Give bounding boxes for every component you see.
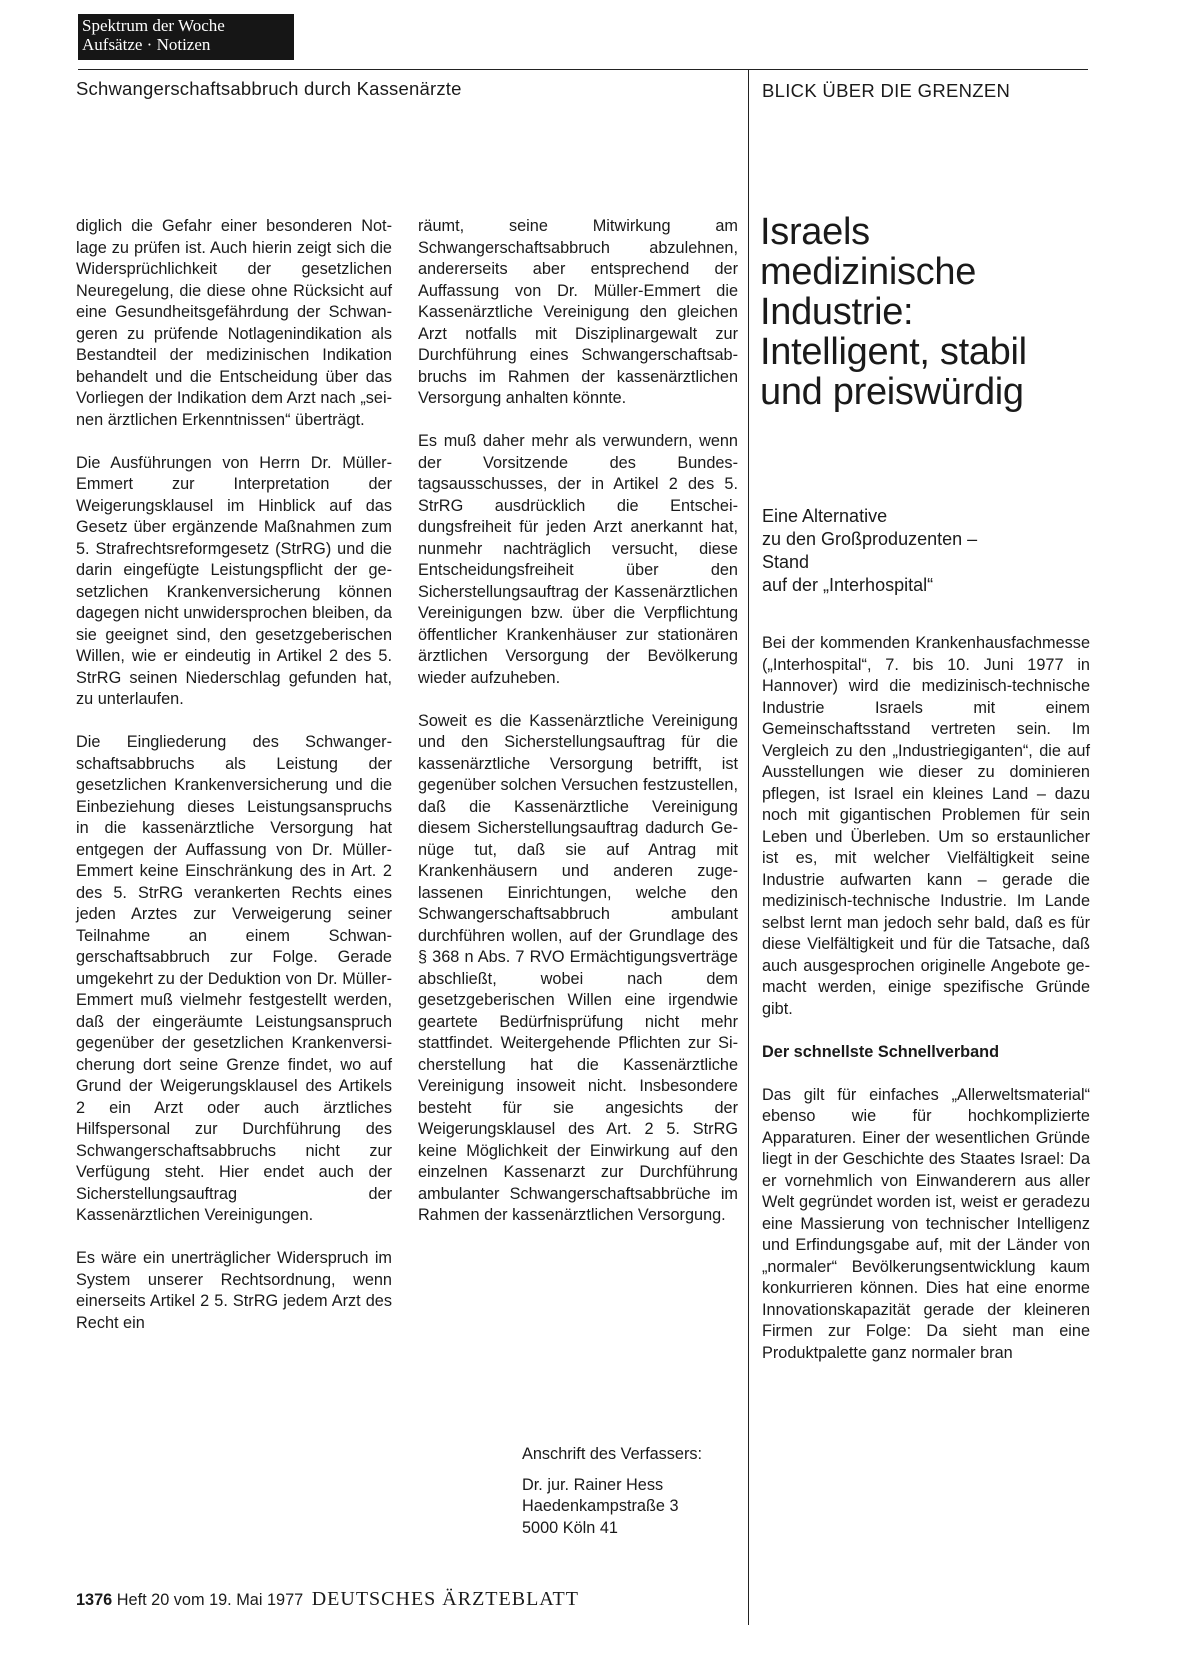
paragraph: Soweit es die Kassenärztliche Vereinigung und den Sicherstellungsauftrag für die kassenärztliche Versorgung betrifft, ist gegenüber solchen Versuchen festzustellen, daß die Kassenärztliche Vereinigung diesem Sicherstellungsauftrag dadurch Genüge tut, daß sie auf Antrag mit Krankenhäusern und anderen zugelassenen Einrichtungen, welche den Schwangerschaftsabbruch ambulant durchführen wollen, auf der Grundlage des § 368 n Abs. 7 RVO Ermächtigungsverträge abschließt, wobei nach dem gesetzgeberischen Willen eine irgendwie geartete Bedürfnisprüfung nicht mehr stattfindet. Weitergehende Pflichten zur Sicherstellung hat die Kassenärztliche Vereinigung insoweit nicht. Insbesondere besteht für sie angesichts der Weigerungsklausel des Art. 2 5. StrRG keine Möglichkeit der Einwirkung auf den einzelnen Kassenarzt zur Durchführung ambulanter Schwangerschaftsabbrüche im Rahmen der kassenärztlichen Versorgung. bbox=[418, 711, 738, 1224]
section-title: Schwangerschaftsabbruch durch Kassenärzte bbox=[76, 78, 462, 99]
paragraph: diglich die Gefahr einer besonderen Notlage zu prüfen ist. Auch hierin zeigt sich die Widersprüchlichkeit der gesetzlichen Neuregelung, die diese ohne Rücksicht auf eine Gesundheitsgefährdung der Schwangeren zu prüfende Notlagenindikation als Bestandteil der medizinischen Indikation behandelt und die Entscheidung über das Vorliegen der Indikation dem Arzt nach „seinen ärztlichen Erkenntnissen“ überträgt. bbox=[76, 217, 392, 429]
section-heading: Der schnellste Schnellverband bbox=[762, 1042, 1000, 1061]
top-rule bbox=[78, 69, 1088, 70]
paragraph: Es wäre ein unerträglicher Widerspruch im System unserer Rechtsordnung, wenn einerseits Artikel 2 5. StrRG jedem Arzt des Recht ein bbox=[76, 1249, 392, 1332]
subhead-line: auf der „Interhospital“ bbox=[762, 575, 934, 595]
article-subhead bbox=[762, 505, 1062, 597]
author-label: Anschrift des Verfassers: bbox=[522, 1445, 703, 1463]
page-number: 1376 bbox=[76, 1591, 113, 1609]
paragraph: Die Eingliederung des Schwangerschaftsabbruchs als Leistung der gesetzlichen Krankenversicherung und die Einbeziehung dieses Leistungsanspruchs in die kassenärztliche Versorgung hat entgegen der Auffassung von Dr. Müller-Emmert keine Einschränkung des in Art. 2 des 5. StrRG verankerten Rechts eines jeden Arztes zur Verweigerung seiner Teilnahme an einem Schwangerschaftsabbruch zur Folge. Gerade umgekehrt zu der Deduktion von Dr. Müller-Emmert muß vielmehr festgestellt werden, daß der eingeräumte Leistungsanspruch gegenüber der gesetzlichen Krankenversicherung dort seine Grenze findet, wo auf Grund der Weigerungsklausel des Artikels 2 ein Arzt oder auch ärztliches Hilfspersonal zur Durchführung des Schwangerschaftsabbruchs nicht zur Verfügung steht. Hier endet auch der Sicherstellungsauftrag der Kassenärztlichen Vereinigungen. bbox=[76, 733, 392, 1224]
article-column-3 bbox=[762, 633, 1090, 1386]
paragraph: Es muß daher mehr als verwundern, wenn der Vorsitzende des Bundestagsausschusses, der in Artikel 2 des 5. StrRG ausdrücklich die Entscheidungsfreiheit für jeden Arzt anerkannt hat, nunmehr nachträglich versucht, diese Entscheidungsfreiheit über den Sicherstellungsauftrag der Kassenärztlichen Vereinigungen bzw. über die Verpflichtung öffentlicher Krankenhäuser zur stationären ärztlichen Versorgung der Bevölkerung wieder aufzuheben. bbox=[418, 432, 738, 687]
section-badge bbox=[78, 14, 294, 60]
subhead-line: zu den Großproduzenten – bbox=[762, 529, 978, 549]
article-column-1 bbox=[76, 216, 392, 1356]
column-divider bbox=[748, 69, 749, 1625]
article-column-2 bbox=[418, 216, 738, 1248]
author-name: Dr. jur. Rainer Hess bbox=[522, 1475, 664, 1494]
badge-line-1: Spektrum der Woche bbox=[82, 16, 225, 35]
article-headline: Israels medizinische Industrie: Intelligent, stabil und preiswürdig bbox=[760, 211, 1027, 413]
author-street: Haedenkampstraße 3 bbox=[522, 1497, 679, 1515]
page-footer bbox=[76, 1588, 579, 1611]
rubric-label: BLICK ÜBER DIE GRENZEN bbox=[762, 80, 1011, 101]
badge-line-2: Aufsätze · Notizen bbox=[82, 35, 211, 54]
paragraph: Bei der kommenden Krankenhausfachmesse („Interhospital“, 7. bis 10. Juni 1977 in Hannover) wird die medizinisch-technische Industrie Israels mit einem Gemeinschaftsstand vertreten sein. Im Vergleich zu den „Industriegiganten“, die auf Ausstellungen wie dieser zu dominieren pflegen, ist Israel ein kleines Land – dazu noch mit gigantischen Problemen für sein Leben und Überleben. Um so erstaunlicher ist es, mit welcher Vielfältigkeit seine Industrie aufwarten kann – gerade die medizinisch-technische Industrie. Im Lande selbst lernt man jedoch sehr bald, daß es für diese Vielfältigkeit und für die Tatsache, daß auch ausgesprochen originelle Angebote gemacht werden, einige spezifische Gründe gibt. bbox=[762, 634, 1090, 1018]
paragraph: räumt, seine Mitwirkung am Schwangerschaftsabbruch abzulehnen, andererseits aber entsprechend der Auffassung von Dr. Müller-Emmert die Kassenärztliche Vereinigung den gleichen Arzt notfalls mit Disziplinargewalt zur Durchführung eines Schwangerschaftsabbruchs im Rahmen der kassenärztlichen Versorgung anhalten könnte. bbox=[418, 217, 738, 407]
issue-info: Heft 20 vom 19. Mai 1977 bbox=[116, 1591, 304, 1609]
author-address bbox=[522, 1444, 752, 1539]
paragraph: Die Ausführungen von Herrn Dr. Müller-Emmert zur Interpretation der Weigerungsklausel im Hinblick auf das Gesetz über ergänzende Maßnahmen zum 5. Strafrechtsreformgesetz (StrRG) und die darin eingefügte Leistungspflicht der gesetzlichen Krankenversicherung können dagegen nicht unwidersprochen bleiben, da sie geeignet sind, den gesetzgeberischen Willen, wie er eindeutig in Artikel 2 des 5. StrRG seinen Niederschlag gefunden hat, zu unterlaufen. bbox=[76, 453, 392, 708]
magazine-name: DEUTSCHES ÄRZTEBLATT bbox=[311, 1588, 579, 1610]
paragraph: Das gilt für einfaches „Allerweltsmaterial“ ebenso wie für hochkomplizierte Apparaturen. Einer der wesentlichen Gründe liegt in der Geschichte des Staates Israel: Da er vornehmlich von Einwanderern aus aller Welt gegründet worden ist, weist er geradezu eine Massierung von technischer Intelligenz und Erfindungsgabe auf, mit der Länder von „normaler“ Bevölkerungsentwicklung kaum konkurrieren können. Dies hat eine enorme Innovationskapazität gerade der kleineren Firmen zur Folge: Da sieht man eine Produktpalette ganz normaler bran bbox=[762, 1085, 1090, 1362]
subhead-line: Stand bbox=[762, 552, 810, 572]
subhead-line: Eine Alternative bbox=[762, 506, 888, 526]
author-city: 5000 Köln 41 bbox=[522, 1518, 618, 1537]
